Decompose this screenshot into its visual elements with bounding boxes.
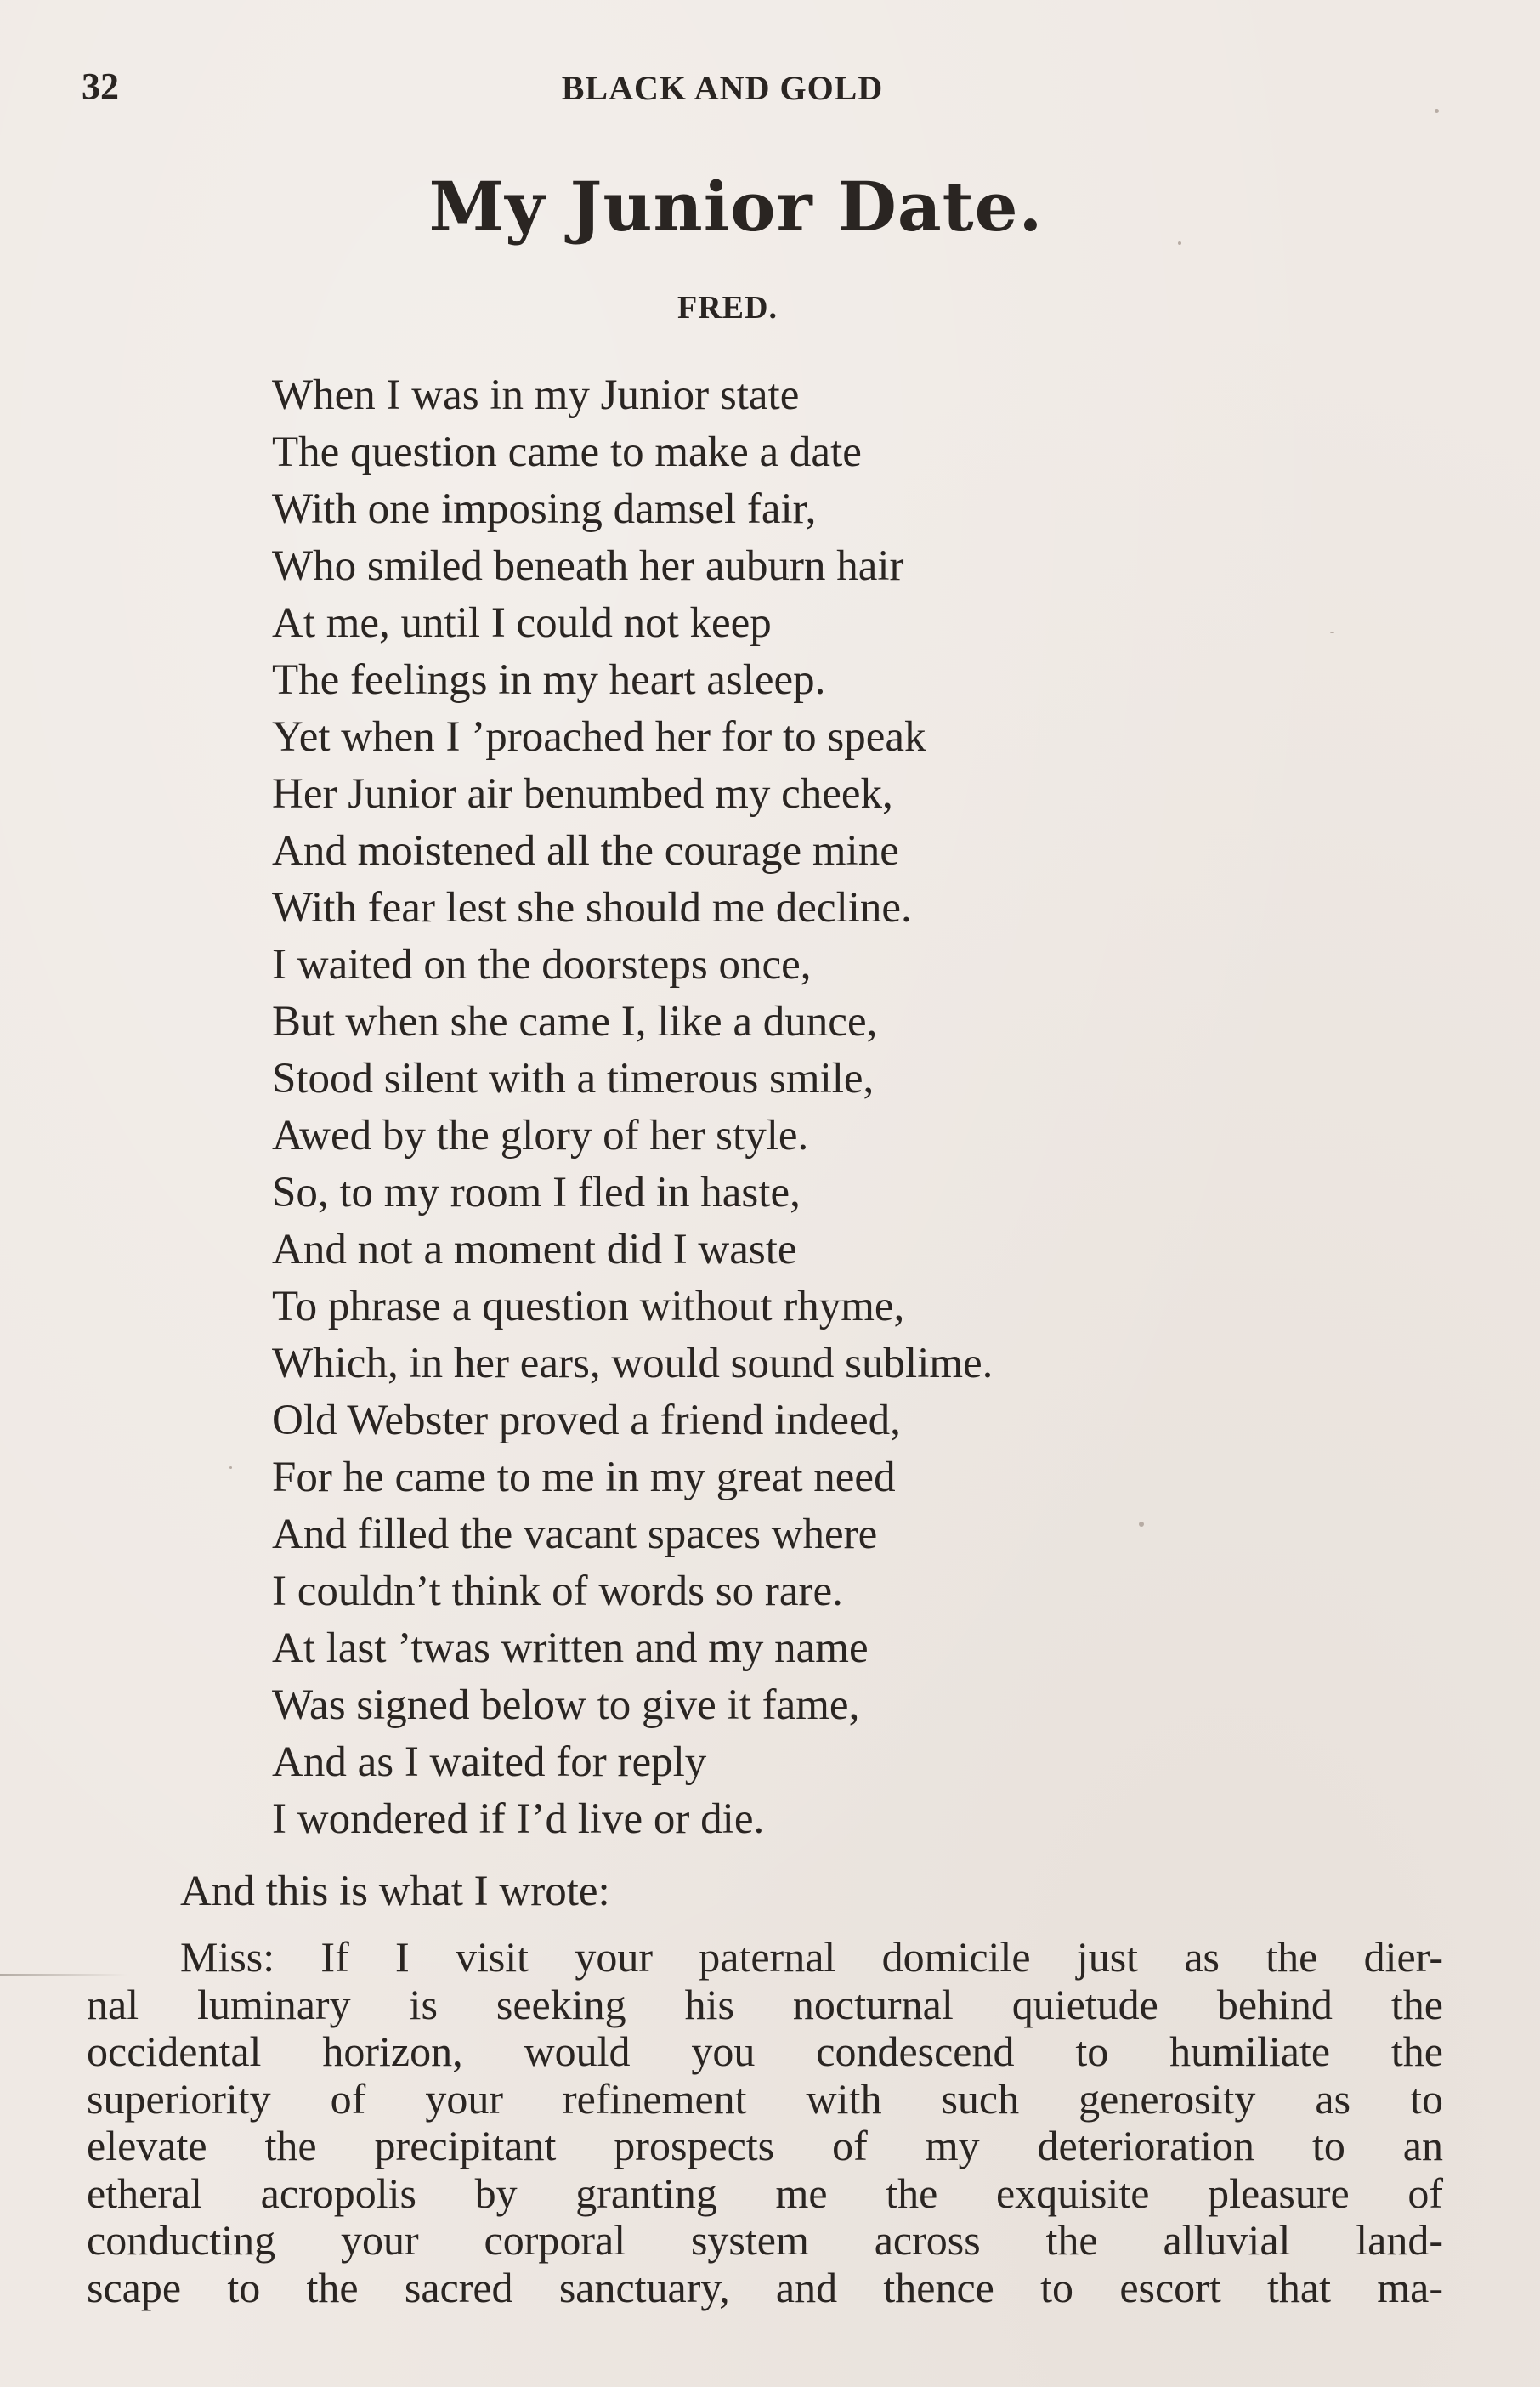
letter-line: scape to the sacred sanctuary, and thence to escort that ma- (87, 2263, 1443, 2311)
poem-line: The question came to make a date (272, 428, 862, 476)
letter-lead-in: And this is what I wrote: (180, 1868, 610, 1915)
poem-line: I wondered if I’d live or die. (272, 1795, 765, 1843)
poem-line: I couldn’t think of words so rare. (272, 1568, 843, 1615)
article-author: FRED. (677, 290, 778, 326)
letter-text (87, 1934, 1443, 2311)
poem-line: Was signed below to give it fame, (272, 1681, 860, 1729)
letter-line: nal luminary is seeking his nocturnal quietude behind the (87, 1980, 1443, 2028)
poem-line: And not a moment did I waste (272, 1226, 797, 1273)
poem-line: Old Webster proved a friend indeed, (272, 1397, 901, 1444)
poem-line: Awed by the glory of her style. (272, 1112, 809, 1159)
poem-line: With one imposing damsel fair, (272, 485, 817, 533)
poem-line: With fear lest she should me decline. (272, 884, 912, 932)
poem-line: Stood silent with a timerous smile, (272, 1055, 875, 1103)
letter-line: occidental horizon, would you condescend to humiliate the (87, 2027, 1443, 2075)
paper-crease (0, 1974, 127, 1976)
paper-speck (229, 1466, 232, 1469)
poem-line: The feelings in my heart asleep. (272, 656, 826, 704)
letter-line: Miss: If I visit your paternal domicile just as the dier- (180, 1933, 1443, 1981)
poem-line: For he came to me in my great need (272, 1454, 896, 1501)
poem-line: To phrase a question without rhyme, (272, 1283, 905, 1330)
poem-line: And as I waited for reply (272, 1738, 707, 1786)
poem-line: I waited on the doorsteps once, (272, 941, 812, 989)
poem-line: And filled the vacant spaces where (272, 1511, 878, 1558)
paper-speck (1435, 109, 1439, 113)
poem-line: And moistened all the courage mine (272, 827, 899, 875)
poem-line: So, to my room I fled in haste, (272, 1169, 801, 1216)
page-number: 32 (82, 65, 119, 107)
journal-title: BLACK AND GOLD (561, 69, 884, 107)
paper-speck (1178, 241, 1181, 245)
poem-line: At me, until I could not keep (272, 599, 772, 647)
running-head (0, 65, 1540, 116)
poem-line: But when she came I, like a dunce, (272, 998, 878, 1046)
poem (272, 367, 1377, 1848)
paper-speck (1139, 1522, 1144, 1527)
poem-line: At last ’twas written and my name (272, 1624, 869, 1672)
poem-line: Yet when I ’proached her for to speak (272, 713, 926, 761)
paper-speck (1330, 632, 1334, 633)
poem-line: Who smiled beneath her auburn hair (272, 542, 904, 590)
letter-line: elevate the precipitant prospects of my deterioration to an (87, 2122, 1443, 2169)
letter-line: etheral acropolis by granting me the exquisite pleasure of (87, 2169, 1443, 2217)
letter-line: superiority of your refinement with such generosity as to (87, 2074, 1443, 2123)
letter-line: conducting your corporal system across the alluvial land- (87, 2216, 1443, 2264)
poem-line: Her Junior air benumbed my cheek, (272, 770, 893, 818)
poem-line: When I was in my Junior state (272, 371, 800, 419)
article-title: My Junior Date. (428, 167, 1044, 247)
poem-line: Which, in her ears, would sound sublime. (272, 1340, 994, 1387)
